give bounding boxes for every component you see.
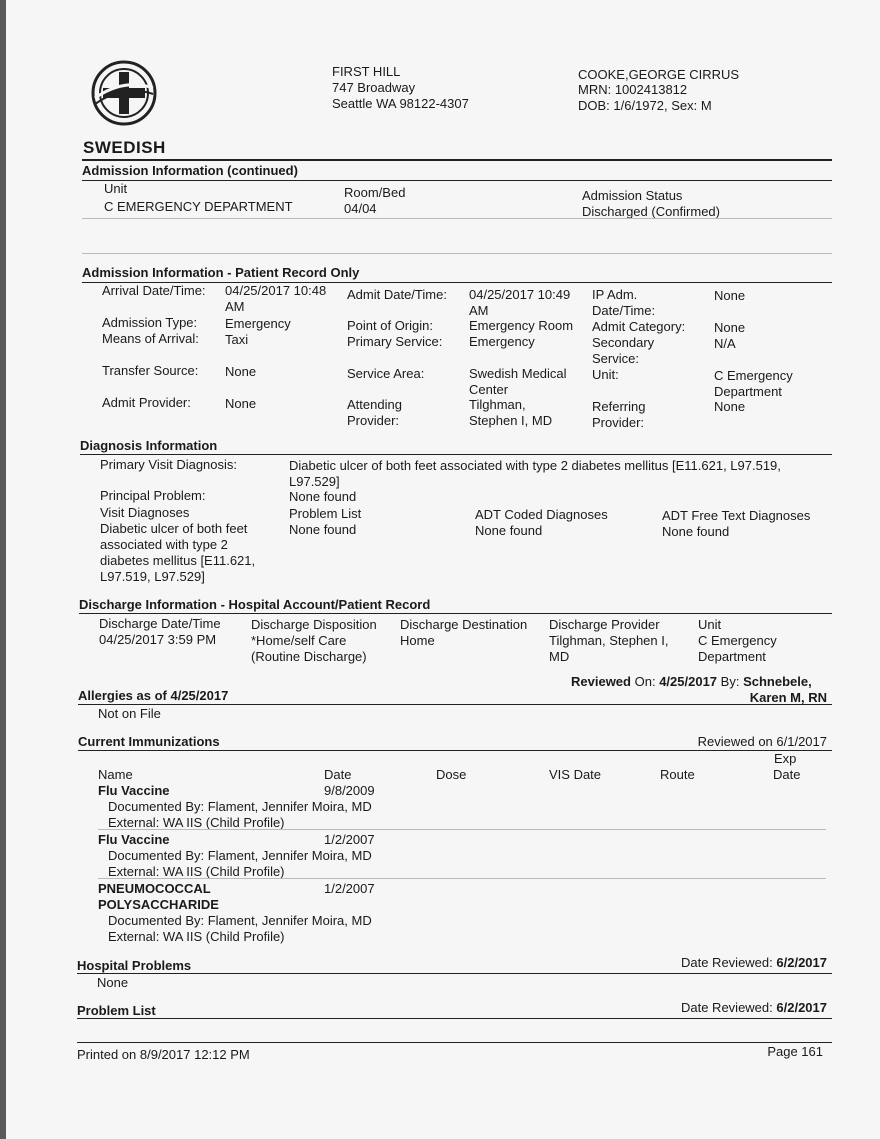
origin-value: Emergency Room [469, 318, 574, 333]
means-value: Taxi [225, 332, 249, 347]
problem-list-header: Problem List [289, 506, 362, 521]
room-label: Room/Bed [344, 185, 406, 200]
discharge-datetime-header: Discharge Date/Time [99, 616, 221, 631]
secondary-label-2: Service: [592, 351, 639, 366]
facility-street: 747 Broadway [332, 80, 416, 95]
arrival-label: Arrival Date/Time: [102, 283, 206, 298]
section-divider [79, 613, 832, 614]
footer-divider [77, 1042, 832, 1043]
record-unit-label: Unit: [592, 367, 619, 382]
type-value: Emergency [225, 316, 291, 331]
immunization-name: PNEUMOCOCCAL [98, 881, 211, 896]
discharge-destination-header: Discharge Destination [400, 617, 528, 632]
page-number: Page 161 [767, 1044, 823, 1059]
facility-city: Seattle WA 98122-4307 [332, 96, 469, 111]
immunization-documented: Documented By: Flament, Jennifer Moira, MD [108, 913, 372, 928]
immunization-name: Flu Vaccine [98, 832, 170, 847]
immunization-name: Flu Vaccine [98, 783, 170, 798]
printed-on: Printed on 8/9/2017 12:12 PM [77, 1047, 250, 1062]
section-divider [80, 454, 832, 455]
transfer-label: Transfer Source: [102, 363, 199, 378]
means-label: Means of Arrival: [102, 331, 199, 346]
visit-diagnosis-line: associated with type 2 [100, 537, 228, 552]
immunization-documented: Documented By: Flament, Jennifer Moira, MD [108, 799, 372, 814]
referring-label-1: Referring [592, 399, 646, 414]
record-unit-value-2: Department [714, 384, 782, 399]
attending-label-2: Provider: [347, 413, 400, 428]
col-dose: Dose [436, 767, 467, 782]
admit-provider-value: None [225, 396, 257, 411]
attending-label-1: Attending [347, 397, 402, 412]
header-divider [82, 159, 832, 161]
facility-name: FIRST HILL [332, 64, 401, 79]
category-value: None [714, 320, 746, 335]
discharge-destination-value: Home [400, 633, 435, 648]
secondary-label-1: Secondary [592, 335, 655, 350]
record-unit-value-1: C Emergency [714, 368, 793, 383]
origin-label: Point of Origin: [347, 318, 433, 333]
visit-diagnosis-line: diabetes mellitus [E11.621, [100, 553, 256, 568]
area-value-1: Swedish Medical [469, 366, 567, 381]
transfer-value: None [225, 364, 257, 379]
section-divider [78, 704, 832, 705]
problem-list-reviewed: Date Reviewed: 6/2/2017 [680, 1000, 827, 1015]
category-label: Admit Category: [592, 319, 686, 334]
discharge-datetime-value: 04/25/2017 3:59 PM [99, 632, 217, 647]
discharge-disposition-header: Discharge Disposition [251, 617, 377, 632]
discharge-disposition-value-2: (Routine Discharge) [251, 649, 367, 664]
problem-list-value: None found [289, 522, 357, 537]
allergies-reviewed: Reviewed On: 4/25/2017 By: Schnebele, [571, 674, 812, 689]
col-name: Name [98, 767, 133, 782]
immunization-name-2: POLYSACCHARIDE [98, 897, 219, 912]
patient-name: COOKE,GEORGE CIRRUS [578, 67, 740, 82]
immunization-date: 1/2/2007 [324, 832, 375, 847]
primary-diagnosis-label: Primary Visit Diagnosis: [100, 457, 238, 472]
primary-diagnosis-value-2: L97.529] [289, 474, 340, 489]
adt-free-header: ADT Free Text Diagnoses [662, 508, 811, 523]
ip-value: None [714, 288, 746, 303]
section-divider [77, 1018, 832, 1019]
section-title-admission-record: Admission Information - Patient Record Only [82, 265, 360, 280]
visit-diagnosis-line: Diabetic ulcer of both feet [100, 521, 248, 536]
hospital-problems-reviewed: Date Reviewed: 6/2/2017 [680, 955, 827, 970]
principal-problem-value: None found [289, 489, 357, 504]
primary-diagnosis-value-1: Diabetic ulcer of both feet associated with type 2 diabetes mellitus [E11.621, L97.519, [289, 458, 781, 473]
discharge-unit-header: Unit [698, 617, 722, 632]
primary-service-label: Primary Service: [347, 334, 443, 349]
adt-coded-header: ADT Coded Diagnoses [475, 507, 608, 522]
section-title-immunizations: Current Immunizations [78, 734, 220, 749]
admission-status-label: Admission Status [582, 188, 683, 203]
patient-dob: DOB: 1/6/1972, Sex: M [578, 98, 712, 113]
row-divider [82, 253, 832, 254]
ip-label-2: Date/Time: [592, 303, 656, 318]
section-title-admission-continued: Admission Information (continued) [82, 163, 298, 178]
allergies-reviewer: Karen M, RN [749, 690, 827, 705]
area-value-2: Center [469, 382, 509, 397]
discharge-provider-value-2: MD [549, 649, 570, 664]
unit-label: Unit [104, 181, 128, 196]
attending-value-1: Tilghman, [469, 397, 526, 412]
section-divider [77, 973, 832, 974]
col-date: Date [324, 767, 352, 782]
col-vis-date: VIS Date [549, 767, 602, 782]
room-value: 04/04 [344, 201, 377, 216]
section-title-allergies: Allergies as of 4/25/2017 [78, 688, 229, 703]
immunization-date: 1/2/2007 [324, 881, 375, 896]
admit-label: Admit Date/Time: [347, 287, 447, 302]
section-title-discharge: Discharge Information - Hospital Account/Patient Record [79, 597, 431, 612]
admit-provider-label: Admit Provider: [102, 395, 191, 410]
ip-label-1: IP Adm. [592, 287, 638, 302]
discharge-provider-header: Discharge Provider [549, 617, 660, 632]
allergies-value: Not on File [98, 706, 161, 721]
section-title-diagnosis: Diagnosis Information [80, 438, 218, 453]
principal-problem-label: Principal Problem: [100, 488, 206, 503]
primary-service-value: Emergency [469, 334, 535, 349]
secondary-value: N/A [714, 336, 736, 351]
unit-value: C EMERGENCY DEPARTMENT [104, 199, 293, 214]
attending-value-2: Stephen I, MD [469, 413, 553, 428]
col-route: Route [660, 767, 695, 782]
referring-label-2: Provider: [592, 415, 645, 430]
visit-diagnoses-header: Visit Diagnoses [100, 505, 190, 520]
discharge-provider-value-1: Tilghman, Stephen I, [549, 633, 669, 648]
immunization-external: External: WA IIS (Child Profile) [108, 864, 285, 879]
section-title-hospital-problems: Hospital Problems [77, 958, 192, 973]
section-divider [82, 180, 832, 181]
immunization-external: External: WA IIS (Child Profile) [108, 929, 285, 944]
discharge-unit-value-2: Department [698, 649, 766, 664]
section-title-problem-list: Problem List [77, 1003, 156, 1018]
col-exp-1: Exp [774, 751, 797, 766]
document-page [6, 0, 880, 1139]
brand-name: SWEDISH [83, 138, 166, 157]
admission-status-value: Discharged (Confirmed) [582, 204, 720, 219]
immunization-documented: Documented By: Flament, Jennifer Moira, MD [108, 848, 372, 863]
type-label: Admission Type: [102, 315, 198, 330]
hospital-problems-value: None [97, 975, 129, 990]
admit-value-1: 04/25/2017 10:49 [469, 287, 571, 302]
section-divider [78, 750, 832, 751]
row-divider [82, 218, 832, 219]
arrival-value-1: 04/25/2017 10:48 [225, 283, 327, 298]
immunizations-reviewed: Reviewed on 6/1/2017 [697, 734, 827, 749]
patient-mrn: MRN: 1002413812 [578, 82, 688, 97]
discharge-unit-value-1: C Emergency [698, 633, 777, 648]
referring-value: None [714, 399, 746, 414]
arrival-value-2: AM [225, 299, 245, 314]
visit-diagnosis-line: L97.519, L97.529] [100, 569, 205, 584]
swedish-logo-icon [89, 58, 159, 128]
immunization-external: External: WA IIS (Child Profile) [108, 815, 285, 830]
col-exp-2: Date [773, 767, 801, 782]
discharge-disposition-value-1: *Home/self Care [251, 633, 347, 648]
row-divider [98, 829, 826, 830]
admit-value-2: AM [469, 303, 489, 318]
adt-coded-value: None found [475, 523, 543, 538]
area-label: Service Area: [347, 366, 425, 381]
immunization-date: 9/8/2009 [324, 783, 375, 798]
row-divider [98, 878, 826, 879]
adt-free-value: None found [662, 524, 730, 539]
